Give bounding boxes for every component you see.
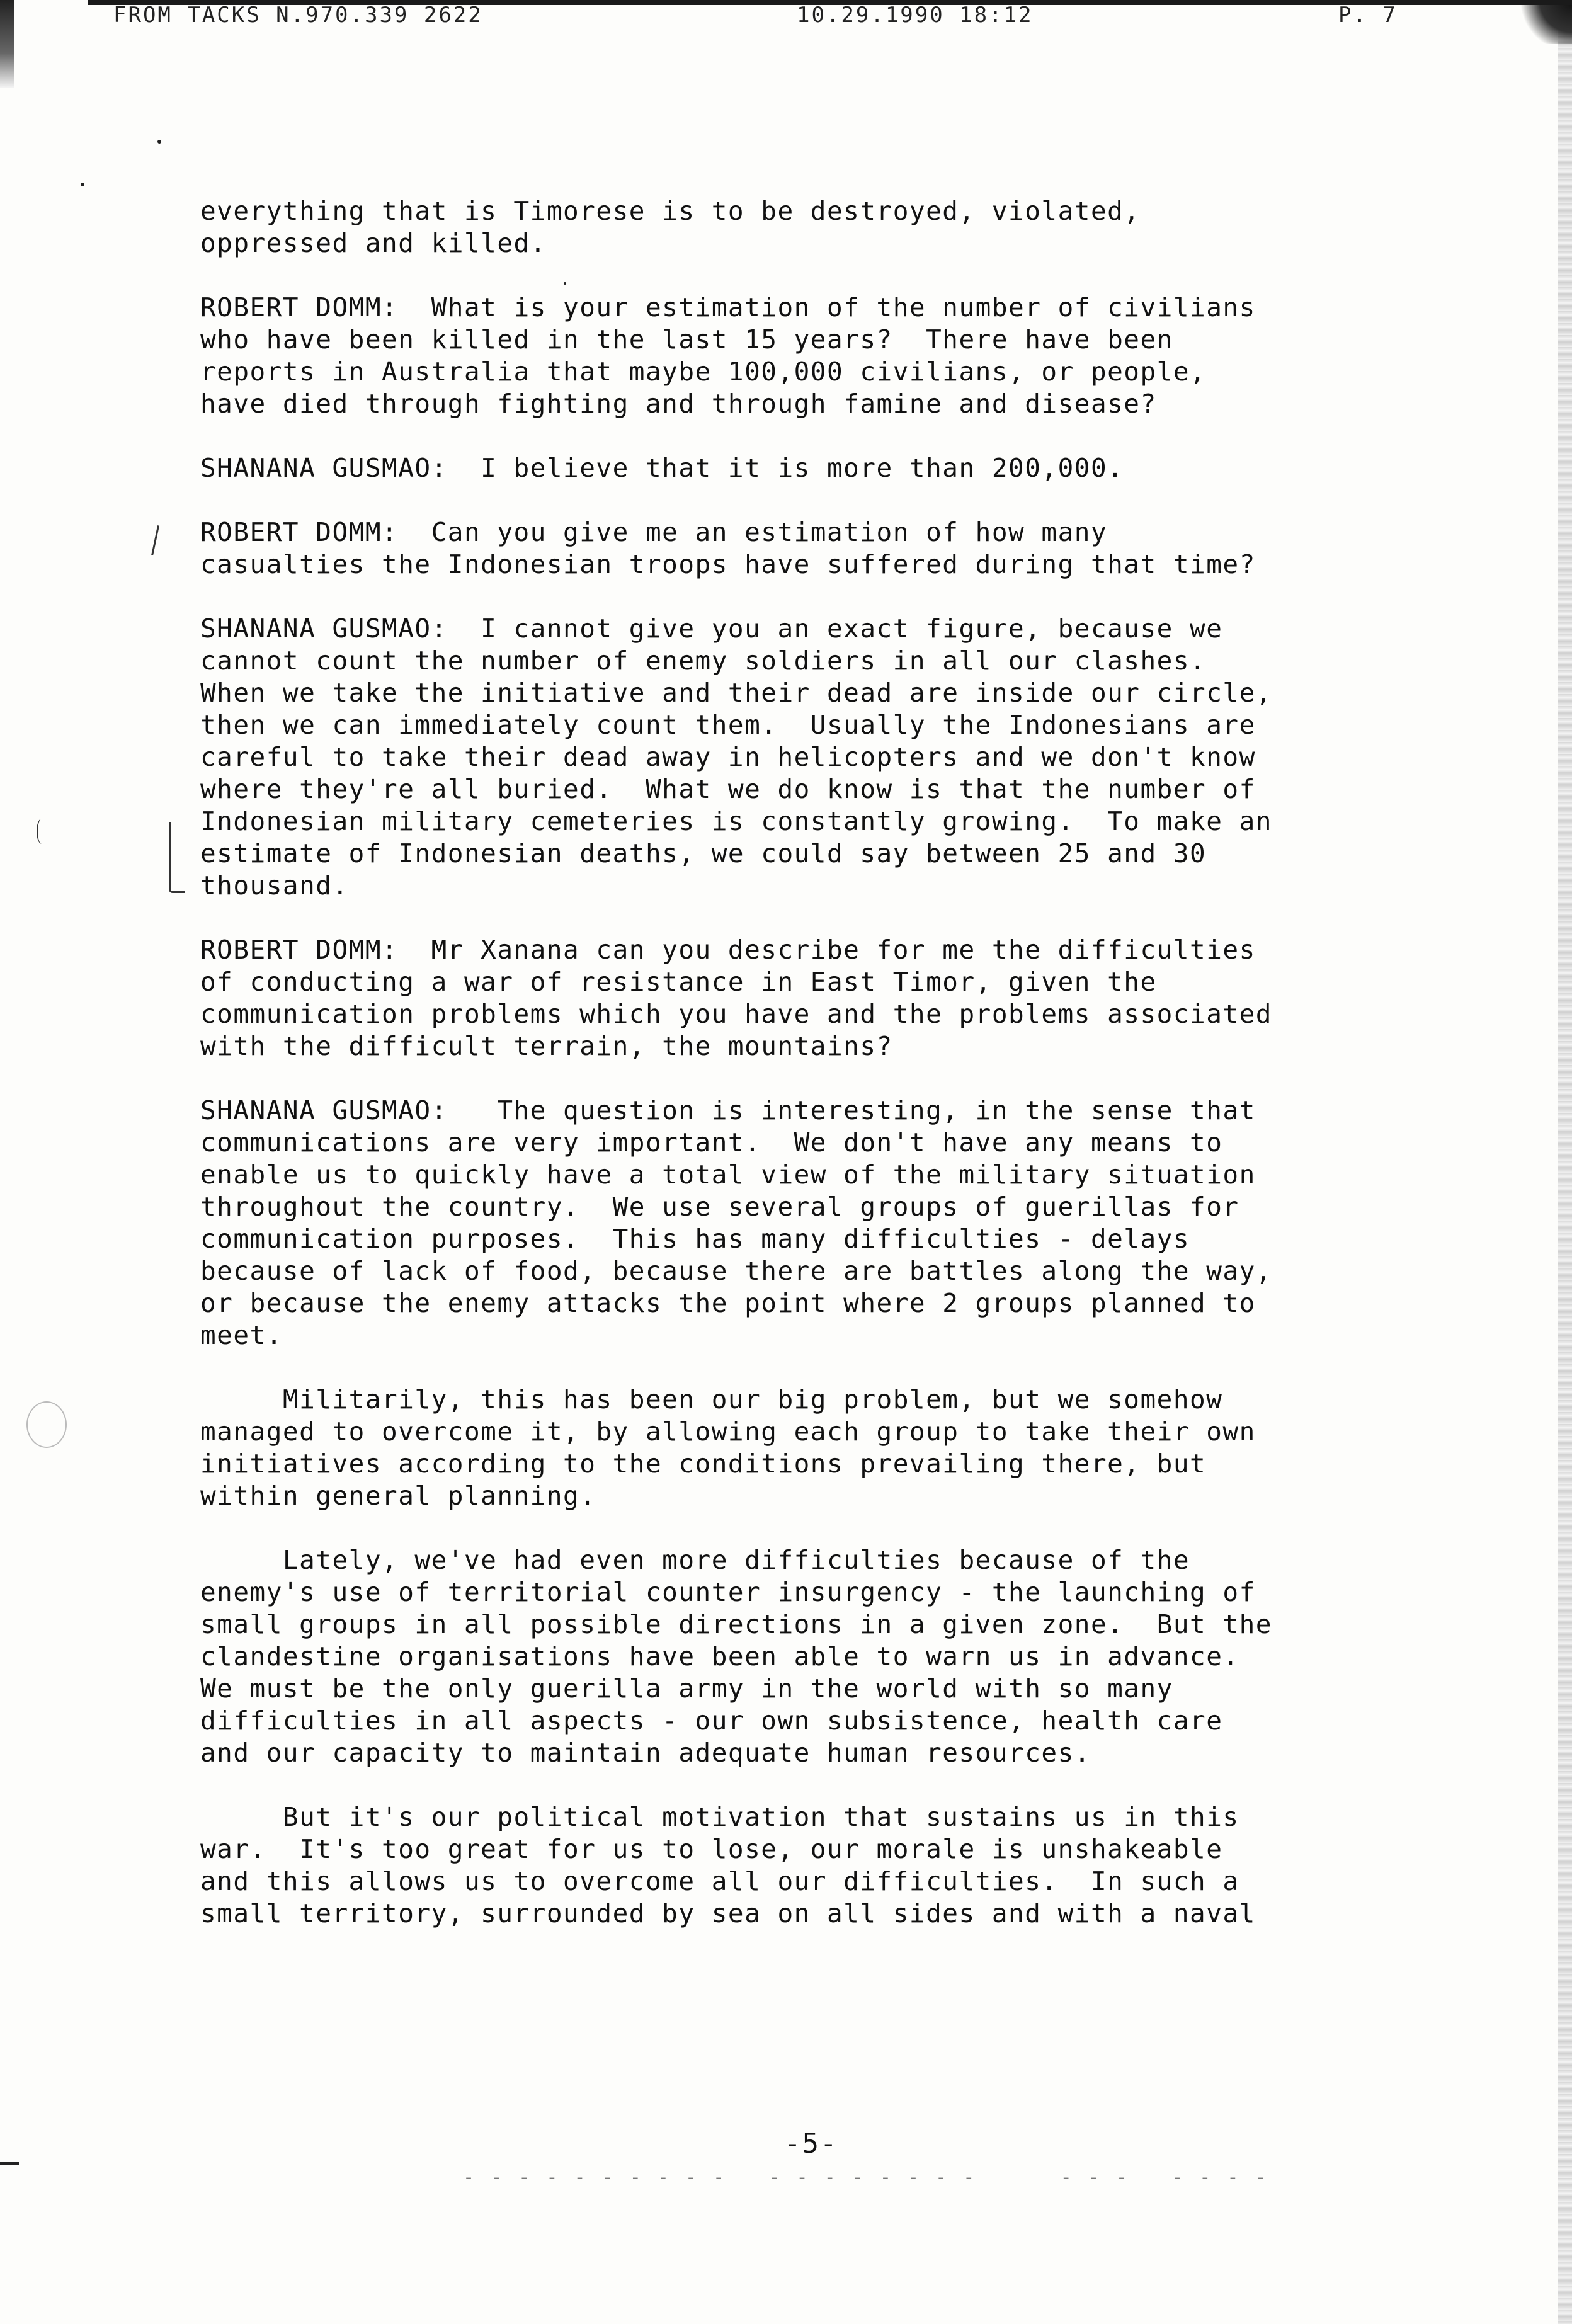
page-number: -5- xyxy=(784,2127,838,2160)
text-line: But it's our political motivation that sustains us in this xyxy=(200,1802,1239,1832)
text-line: war. It's too great for us to lose, our morale is unshakeable xyxy=(200,1834,1223,1864)
text-line: have died through fighting and through famine and disease? xyxy=(200,389,1157,419)
handwritten-tick-mark xyxy=(151,525,166,557)
text-line: oppressed and killed. xyxy=(200,228,547,258)
blank-line xyxy=(200,484,1460,516)
text-line: casualties the Indonesian troops have suffered during that time? xyxy=(200,549,1256,579)
text-line: ROBERT DOMM: Can you give me an estimation of how many xyxy=(200,517,1108,547)
text-line: enemy's use of territorial counter insurgency - the launching of xyxy=(200,1577,1256,1607)
blank-line xyxy=(200,1352,1460,1384)
handwritten-bracket-mark xyxy=(169,822,185,893)
text-line: throughout the country. We use several groups of guerillas for xyxy=(200,1192,1239,1222)
text-line: initiatives according to the conditions prevailing there, but xyxy=(200,1449,1207,1479)
blank-line xyxy=(200,420,1460,452)
text-line: where they're all buried. What we do know is that the number of xyxy=(200,774,1256,804)
fax-timestamp: 10.29.1990 18:12 xyxy=(797,3,1034,28)
transcript-body xyxy=(200,195,1460,1930)
text-line: estimate of Indonesian deaths, we could say between 25 and 30 xyxy=(200,838,1207,869)
text-line: communication purposes. This has many difficulties - delays xyxy=(200,1224,1190,1254)
blank-line xyxy=(200,1062,1460,1095)
blank-line xyxy=(200,902,1460,934)
fax-header xyxy=(0,0,1572,26)
blank-line xyxy=(200,1512,1460,1544)
handwritten-paren-mark xyxy=(37,819,47,844)
text-line: communications are very important. We don't have any means to xyxy=(200,1127,1223,1158)
text-line: difficulties in all aspects - our own subsistence, health care xyxy=(200,1706,1223,1736)
text-line: ROBERT DOMM: Mr Xanana can you describe for me the difficulties xyxy=(200,935,1256,965)
text-line: communication problems which you have and the problems associated xyxy=(200,999,1272,1029)
text-line: or because the enemy attacks the point where 2 groups planned to xyxy=(200,1288,1256,1318)
text-line: because of lack of food, because there are battles along the way, xyxy=(200,1256,1272,1286)
text-line: SHANANA GUSMAO: I cannot give you an exact figure, because we xyxy=(200,613,1223,644)
text-line: When we take the initiative and their dead are inside our circle, xyxy=(200,678,1272,708)
blank-line xyxy=(200,259,1460,292)
text-line: careful to take their dead away in helicopters and we don't know xyxy=(200,742,1256,772)
text-line: thousand. xyxy=(200,870,349,901)
text-line: Indonesian military cemeteries is constantly growing. To make an xyxy=(200,806,1272,836)
text-line: enable us to quickly have a total view of the military situation xyxy=(200,1159,1256,1190)
scan-edge-right xyxy=(1558,0,1572,2324)
text-line: who have been killed in the last 15 years? There have been xyxy=(200,324,1173,355)
text-line: Lately, we've had even more difficulties because of the xyxy=(200,1545,1190,1575)
blank-line xyxy=(200,1769,1460,1801)
text-line: managed to overcome it, by allowing each group to take their own xyxy=(200,1416,1256,1447)
edge-scratch-mark xyxy=(0,2162,19,2165)
text-line: of conducting a war of resistance in East Timor, given the xyxy=(200,967,1157,997)
text-line: within general planning. xyxy=(200,1481,596,1511)
text-line: everything that is Timorese is to be destroyed, violated, xyxy=(200,196,1141,226)
text-line: We must be the only guerilla army in the world with so many xyxy=(200,1673,1173,1704)
text-line: ROBERT DOMM: What is your estimation of the number of civilians xyxy=(200,292,1256,322)
text-line: Militarily, this has been our big problem, but we somehow xyxy=(200,1384,1223,1415)
text-line: with the difficult terrain, the mountains? xyxy=(200,1031,893,1061)
text-line: cannot count the number of enemy soldiers in all our clashes. xyxy=(200,646,1207,676)
text-line: clandestine organisations have been able to warn us in advance. xyxy=(200,1641,1239,1672)
text-line: small groups in all possible directions in a given zone. But the xyxy=(200,1609,1272,1639)
text-line: meet. xyxy=(200,1320,283,1350)
blank-line xyxy=(200,581,1460,613)
speck-mark xyxy=(81,183,84,186)
fax-page-number: P. 7 xyxy=(1338,3,1398,28)
text-line: then we can immediately count them. Usually the Indonesians are xyxy=(200,710,1256,740)
text-line: reports in Australia that maybe 100,000 civilians, or people, xyxy=(200,356,1207,387)
text-line: and this allows us to overcome all our difficulties. In such a xyxy=(200,1866,1239,1896)
fax-sender: FROM TACKS N.970.339 2622 xyxy=(113,3,483,28)
text-line: SHANANA GUSMAO: I believe that it is more than 200,000. xyxy=(200,453,1124,483)
footer-dash-marks: - - - - - - - - - - - - - - - - - - - - - - - - - xyxy=(463,2167,1269,2189)
punch-hole-mark xyxy=(26,1401,67,1448)
text-line: and our capacity to maintain adequate human resources. xyxy=(200,1738,1091,1768)
text-line: SHANANA GUSMAO: The question is interesting, in the sense that xyxy=(200,1095,1256,1125)
text-line: small territory, surrounded by sea on all sides and with a naval xyxy=(200,1898,1256,1928)
speck-mark xyxy=(157,140,161,144)
